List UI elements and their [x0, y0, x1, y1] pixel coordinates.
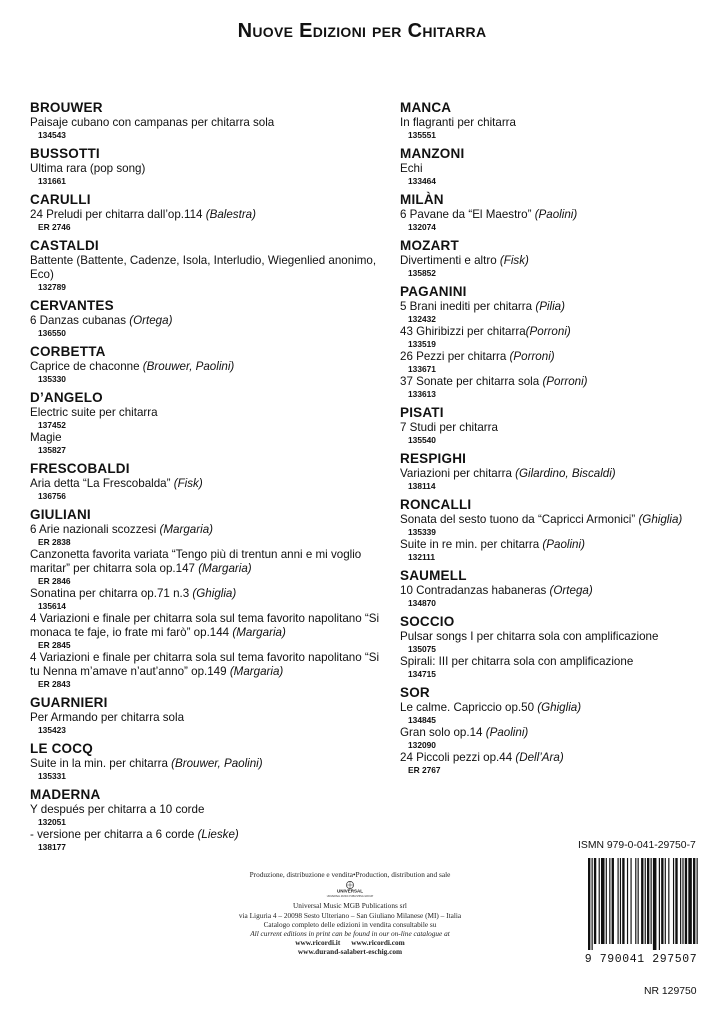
work-title-text: 10 Contradanzas habaneras: [400, 584, 550, 597]
work-editor: (Dell’Ara): [515, 751, 564, 764]
catalogue-code: 132432: [408, 314, 436, 324]
publisher-name: Universal Music MGB Publications srl: [293, 901, 407, 911]
work-title: [30, 651, 385, 679]
work-item: [30, 651, 385, 690]
work-editor: (Porroni): [542, 375, 588, 388]
catalogue-code: 133464: [408, 176, 436, 186]
catalogue-code: 136756: [38, 491, 66, 501]
catalogue-code: 133613: [408, 389, 436, 399]
work-title: [400, 116, 710, 130]
composer-entry: [30, 741, 385, 782]
composer-entry: [30, 507, 385, 690]
work-item: [400, 630, 710, 655]
work-item: [400, 655, 710, 680]
composer-name: CORBETTA: [30, 344, 106, 359]
barcode-bar: [653, 858, 657, 950]
catalogue-code: 136550: [38, 328, 66, 338]
work-item: [30, 360, 385, 385]
composer-entry: [400, 146, 710, 187]
composer-entry: [30, 238, 385, 293]
work-title: [400, 467, 710, 481]
composer-name: RONCALLI: [400, 497, 472, 512]
right-column: [400, 100, 710, 776]
barcode-bar: [612, 858, 614, 944]
work-title-text: Paisaje cubano con campanas per chitarra sola: [30, 116, 275, 129]
barcode-bar: [599, 858, 600, 944]
barcode-bar: [645, 858, 646, 944]
work-title-text: Electric suite per chitarra: [30, 406, 158, 419]
work-title: [400, 538, 710, 552]
work-title: [400, 655, 710, 669]
catalogue-code: 135827: [38, 445, 66, 455]
work-item: [30, 828, 385, 853]
work-title: [400, 208, 710, 222]
work-item: [30, 162, 385, 187]
work-item: [30, 757, 385, 782]
barcode-bar: [697, 858, 698, 944]
barcode-digits: 9 790041 297507: [584, 953, 698, 964]
work-title: [30, 548, 385, 576]
work-item: [30, 208, 385, 233]
composer-entry: [400, 685, 710, 776]
composer-name: FRESCOBALDI: [30, 461, 130, 476]
composer-name: PISATI: [400, 405, 444, 420]
barcode-bar: [601, 858, 605, 944]
composer-name: SOR: [400, 685, 430, 700]
work-title-text: Y después per chitarra a 10 corde: [30, 803, 205, 816]
work-item: [400, 701, 710, 726]
composer-entry: [400, 614, 710, 680]
composer-entry: [30, 787, 385, 853]
work-title: [30, 406, 385, 420]
work-title-text: Variazioni per chitarra: [400, 467, 516, 480]
web-link-ricordi-com[interactable]: www.ricordi.com: [351, 938, 405, 948]
work-title-text: 26 Pezzi per chitarra: [400, 350, 510, 363]
production-line: Produzione, distribuzione e vendita•Production, distribution and sale: [249, 870, 451, 879]
publisher-footer: [205, 870, 495, 957]
work-title-text: Ultima rara (pop song): [30, 162, 146, 175]
barcode-bar: [680, 858, 681, 944]
work-editor: (Margaria): [229, 665, 284, 678]
logo-subtext: UNIVERSAL MUSIC PUBLISHING GROUP: [326, 895, 374, 899]
barcode-bar: [682, 858, 683, 944]
composer-name: MANCA: [400, 100, 452, 115]
work-title: [400, 751, 710, 765]
work-item: [30, 612, 385, 651]
work-editor: (Ortega): [549, 584, 593, 597]
composer-entry: [400, 405, 710, 446]
work-title: [30, 254, 385, 282]
work-title-text: Le calme. Capriccio op.50: [400, 701, 538, 714]
composer-entry: [400, 451, 710, 492]
work-item: [30, 587, 385, 612]
barcode-bar: [622, 858, 624, 944]
work-title: [400, 325, 710, 339]
catalogue-code: ER 2767: [408, 765, 441, 775]
work-title: [30, 612, 385, 640]
catalogue-code: 132051: [38, 817, 66, 827]
work-item: [400, 325, 710, 350]
composer-name: SAUMELL: [400, 568, 467, 583]
left-column: [30, 100, 385, 853]
work-item: [400, 254, 710, 279]
composer-name: RESPIGHI: [400, 451, 467, 466]
catalogue-code: 135614: [38, 601, 66, 611]
publisher-address: via Liguria 4 – 20098 Sesto Ulteriano – San Giuliano Milanese (MI) – Italia: [238, 910, 462, 920]
barcode-bar: [606, 858, 607, 944]
work-title-text: Battente (Battente, Cadenze, Isola, Interludio, Wiegenlied anonimo, Eco): [30, 254, 377, 281]
work-title-text: Caprice de chaconne: [30, 360, 143, 373]
work-title: [400, 162, 710, 176]
work-title-text: Pulsar songs I per chitarra sola con amplificazione: [400, 630, 659, 643]
catalogue-code: ER 2746: [38, 222, 71, 232]
work-item: [400, 208, 710, 233]
work-item: [400, 421, 710, 446]
work-title-text: Echi: [400, 162, 423, 175]
work-item: [400, 375, 710, 400]
composer-entry: [30, 344, 385, 385]
work-title: [30, 477, 385, 491]
catalogue-code: 134870: [408, 598, 436, 608]
work-item: [30, 548, 385, 587]
composer-entry: [400, 238, 710, 279]
catalogue-code: 132074: [408, 222, 436, 232]
catalogue-code: ER 2845: [38, 640, 71, 650]
work-editor: (Porroni): [525, 325, 571, 338]
work-title-text: 43 Ghiribizzi per chitarra: [400, 325, 526, 338]
catalogue-code: 134715: [408, 669, 436, 679]
work-title-text: 6 Pavane da “El Maestro”: [400, 208, 535, 221]
work-item: [400, 350, 710, 375]
barcode-bar: [668, 858, 669, 944]
work-title-text: 24 Piccoli pezzi op.44: [400, 751, 516, 764]
catalogue-code: 135331: [38, 771, 66, 781]
barcode-bar: [693, 858, 695, 944]
work-editor: (Fisk): [499, 254, 529, 267]
composer-entry: [400, 284, 710, 400]
composer-entry: [30, 695, 385, 736]
work-title: [30, 587, 385, 601]
work-editor: (Paolini): [485, 726, 529, 739]
work-title: [400, 584, 710, 598]
work-title-text: Sonata del sesto tuono da “Capricci Armonici”: [400, 513, 639, 526]
barcode-bar: [594, 858, 596, 944]
work-editor: (Ghiglia): [192, 587, 237, 600]
catalogue-note-en: All current editions in print can be found in our on-line catalogue at: [250, 929, 450, 939]
barcode-bar: [675, 858, 677, 944]
catalogue-code: 135540: [408, 435, 436, 445]
work-title: [400, 630, 710, 644]
work-title: [30, 523, 385, 537]
work-editor: (Paolini): [534, 208, 578, 221]
work-item: [400, 513, 710, 538]
work-title: [400, 513, 710, 527]
work-item: [400, 467, 710, 492]
barcode: [578, 856, 704, 964]
catalogue-code: ER 2846: [38, 576, 71, 586]
work-title-text: Spirali: III per chitarra sola con amplificazione: [400, 655, 634, 668]
catalogue-code: 135075: [408, 644, 436, 654]
barcode-bar: [673, 858, 674, 944]
work-editor: (Margaria): [159, 523, 213, 536]
work-title-text: Suite in re min. per chitarra: [400, 538, 543, 551]
work-title: [400, 254, 710, 268]
composer-entry: [30, 146, 385, 187]
composer-entry: [30, 192, 385, 233]
work-title: [30, 803, 385, 817]
work-item: [400, 300, 710, 325]
catalogue-code: 138114: [408, 481, 436, 491]
work-item: [400, 116, 710, 141]
work-editor: (Balestra): [205, 208, 256, 221]
work-title: [30, 828, 385, 842]
composer-name: BROUWER: [30, 100, 103, 115]
work-title: [400, 421, 710, 435]
work-title-text: Sonatina per chitarra op.71 n.3: [30, 587, 193, 600]
composer-entry: [30, 461, 385, 502]
work-title-text: 7 Studi per chitarra: [400, 421, 498, 434]
barcode-bar: [665, 858, 666, 944]
web-link-durand[interactable]: www.durand-salabert-eschig.com: [297, 947, 403, 957]
work-editor: (Ortega): [129, 314, 173, 327]
barcode-bar: [620, 858, 621, 944]
work-item: [400, 751, 710, 776]
barcode-bar: [685, 858, 687, 944]
composer-name: LE COCQ: [30, 741, 93, 756]
work-title: [30, 431, 385, 445]
work-item: [30, 477, 385, 502]
composer-name: MOZART: [400, 238, 459, 253]
catalogue-code: ER 2843: [38, 679, 71, 689]
work-editor: (Margaria): [232, 626, 286, 639]
work-title-text: 4 Variazioni e finale per chitarra sola sul tema favorito napolitano “Si monaca te faje, io frate mi farò” op.144: [30, 612, 380, 639]
ismn-code: ISMN 979-0-041-29750-7: [578, 840, 696, 851]
work-title: [30, 711, 385, 725]
work-title: [400, 350, 710, 364]
work-item: [30, 523, 385, 548]
catalogue-code: 134845: [408, 715, 436, 725]
composer-name: GUARNIERI: [30, 695, 108, 710]
work-item: [30, 803, 385, 828]
barcode-bar: [688, 858, 692, 944]
work-title: [30, 162, 385, 176]
catalogue-code: 131661: [38, 176, 66, 186]
work-title-text: 37 Sonate per chitarra sola: [400, 375, 543, 388]
composer-name: GIULIANI: [30, 507, 91, 522]
page-title: Nuove Edizioni per Chitarra: [237, 20, 487, 42]
work-item: [30, 711, 385, 736]
work-title-text: Canzonetta favorita variata “Tengo più di trentun anni e mi voglio maritar” per chitarra sola op.147: [30, 548, 362, 575]
work-item: [400, 584, 710, 609]
composer-entry: [30, 390, 385, 456]
barcode-bar: [647, 858, 649, 944]
catalogue-code: 134543: [38, 130, 66, 140]
work-title: [400, 726, 710, 740]
work-title-text: - versione per chitarra a 6 corde: [30, 828, 198, 841]
composer-entry: [400, 192, 710, 233]
work-item: [30, 116, 385, 141]
work-title-text: In flagranti per chitarra: [400, 116, 516, 129]
barcode-bar: [592, 858, 593, 950]
work-item: [30, 314, 385, 339]
work-title: [30, 314, 385, 328]
web-link-ricordi-it[interactable]: www.ricordi.it: [295, 938, 341, 948]
composer-name: SOCCIO: [400, 614, 455, 629]
work-editor: (Ghiglia): [638, 513, 683, 526]
work-title-text: 6 Arie nazionali scozzesi: [30, 523, 160, 536]
work-editor: (Lieske): [197, 828, 239, 841]
work-item: [400, 162, 710, 187]
composer-entry: [30, 298, 385, 339]
barcode-bar: [635, 858, 636, 944]
work-item: [400, 538, 710, 563]
work-title-text: Suite in la min. per chitarra: [30, 757, 172, 770]
work-item: [30, 254, 385, 293]
work-editor: (Fisk): [173, 477, 203, 490]
work-title-text: 6 Danzas cubanas: [30, 314, 130, 327]
barcode-bar: [618, 858, 619, 944]
work-editor: (Porroni): [509, 350, 555, 363]
barcode-bar: [659, 858, 660, 950]
work-item: [400, 726, 710, 751]
composer-name: CERVANTES: [30, 298, 114, 313]
composer-name: CARULLI: [30, 192, 91, 207]
work-title-text: 5 Brani inediti per chitarra: [400, 300, 536, 313]
work-editor: (Pilia): [535, 300, 565, 313]
work-title-text: 4 Variazioni e finale per chitarra sola sul tema favorito napolitano “Si tu Nenna m’amave n’aut’anno” op.149: [30, 651, 380, 678]
work-title: [30, 360, 385, 374]
work-title-text: Divertimenti e altro: [400, 254, 500, 267]
work-editor: (Brouwer, Paolini): [142, 360, 235, 373]
barcode-bar: [627, 858, 628, 944]
catalogue-number: NR 129750: [644, 986, 697, 997]
catalogue-code: 135330: [38, 374, 66, 384]
work-editor: (Paolini): [542, 538, 585, 551]
composer-entry: [400, 100, 710, 141]
work-title: [30, 208, 385, 222]
catalogue-code: 135551: [408, 130, 436, 140]
composer-name: PAGANINI: [400, 284, 467, 299]
catalogue-note-it: Catalogo completo delle edizioni in vendita consultabile su: [263, 919, 437, 929]
composer-name: BUSSOTTI: [30, 146, 100, 161]
work-editor: (Ghiglia): [537, 701, 582, 714]
catalogue-code: ER 2838: [38, 537, 71, 547]
barcode-bar: [651, 858, 652, 944]
composer-entry: [30, 100, 385, 141]
catalogue-code: 137452: [38, 420, 66, 430]
work-title: [30, 116, 385, 130]
composer-name: MADERNA: [30, 787, 101, 802]
work-item: [30, 406, 385, 431]
composer-name: CASTALDI: [30, 238, 99, 253]
barcode-bar: [638, 858, 639, 944]
catalogue-code: 133671: [408, 364, 436, 374]
catalogue-code: 135423: [38, 725, 66, 735]
work-title: [400, 701, 710, 715]
work-title: [400, 300, 710, 314]
work-editor: (Margaria): [198, 562, 252, 575]
work-title-text: Per Armando per chitarra sola: [30, 711, 185, 724]
catalogue-code: 138177: [38, 842, 66, 852]
work-title-text: Magie: [30, 431, 62, 444]
catalogue-code: 135852: [408, 268, 436, 278]
work-editor: (Gilardino, Biscaldi): [515, 467, 616, 480]
work-item: [30, 431, 385, 456]
catalogue-code: 133519: [408, 339, 436, 349]
composer-name: MILÀN: [400, 192, 444, 207]
barcode-bar: [588, 858, 590, 950]
catalogue-code: 132111: [408, 552, 436, 562]
composer-entry: [400, 497, 710, 563]
work-title-text: Aria detta “La Frescobalda”: [30, 477, 174, 490]
composer-name: D’ANGELO: [30, 390, 103, 405]
composer-name: MANZONI: [400, 146, 465, 161]
work-title-text: 24 Preludi per chitarra dall’op.114: [30, 208, 206, 221]
universal-logo: [315, 880, 385, 898]
composer-entry: [400, 568, 710, 609]
work-title: [400, 375, 710, 389]
barcode-bar: [661, 858, 663, 944]
catalogue-code: 132090: [408, 740, 436, 750]
catalogue-code: 132789: [38, 282, 66, 292]
logo-text: UNIVERSAL: [336, 888, 364, 894]
work-editor: (Brouwer, Paolini): [171, 757, 263, 770]
work-title: [30, 757, 385, 771]
barcode-bar: [609, 858, 610, 944]
work-title-text: Gran solo op.14: [400, 726, 486, 739]
barcode-bar: [630, 858, 631, 944]
catalogue-code: 135339: [408, 527, 436, 537]
barcode-bar: [641, 858, 643, 944]
